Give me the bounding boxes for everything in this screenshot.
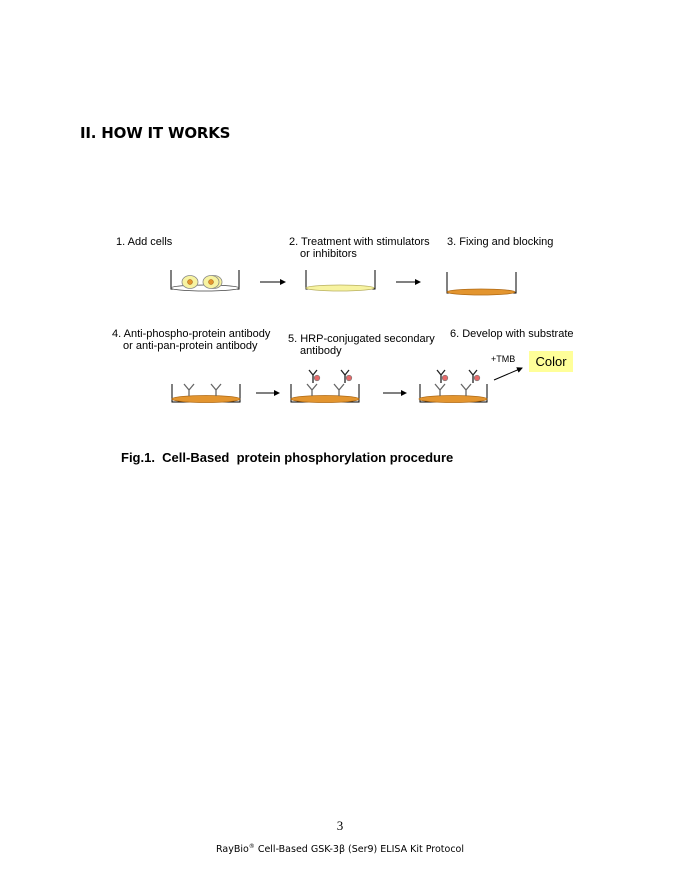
well-step-4: [172, 384, 240, 403]
tmb-label: +TMB: [491, 354, 516, 364]
footer-brand: RayBio: [215, 844, 249, 856]
well-step-5: [291, 370, 359, 403]
well-step-1: [171, 270, 239, 291]
step-5-line1: 5. HRP-conjugated secondary: [288, 333, 435, 345]
page-footer: [0, 843, 680, 855]
figure-caption: Fig.1. Cell-Based protein phosphorylation procedure: [121, 450, 454, 465]
footer-text: Cell-Based GSK-3β (Ser9) ELISA Kit Protocol: [254, 844, 465, 856]
page-number: 3: [336, 818, 344, 833]
step-2-line1: 2. Treatment with stimulators: [289, 236, 430, 248]
step-6-line1: 6. Develop with substrate: [450, 328, 574, 340]
arrow-color: [494, 368, 522, 380]
step-3-line1: 3. Fixing and blocking: [447, 236, 554, 248]
cells-overlay: [182, 276, 198, 289]
step-5-line2: antibody: [300, 345, 342, 357]
footer-reg: ®: [248, 843, 255, 850]
step-2-line2: or inhibitors: [300, 248, 357, 260]
well-step-6: [419, 370, 487, 403]
step-4-line1: 4. Anti-phospho-protein antibody: [112, 328, 271, 340]
well-step-3: [447, 272, 516, 295]
color-result-box: Color: [529, 351, 573, 372]
step-4-line2: or anti-pan-protein antibody: [123, 340, 258, 352]
well-step-2: [306, 270, 375, 291]
section-heading: II. HOW IT WORKS: [80, 124, 231, 142]
step-1-line1: 1. Add cells: [116, 236, 173, 248]
